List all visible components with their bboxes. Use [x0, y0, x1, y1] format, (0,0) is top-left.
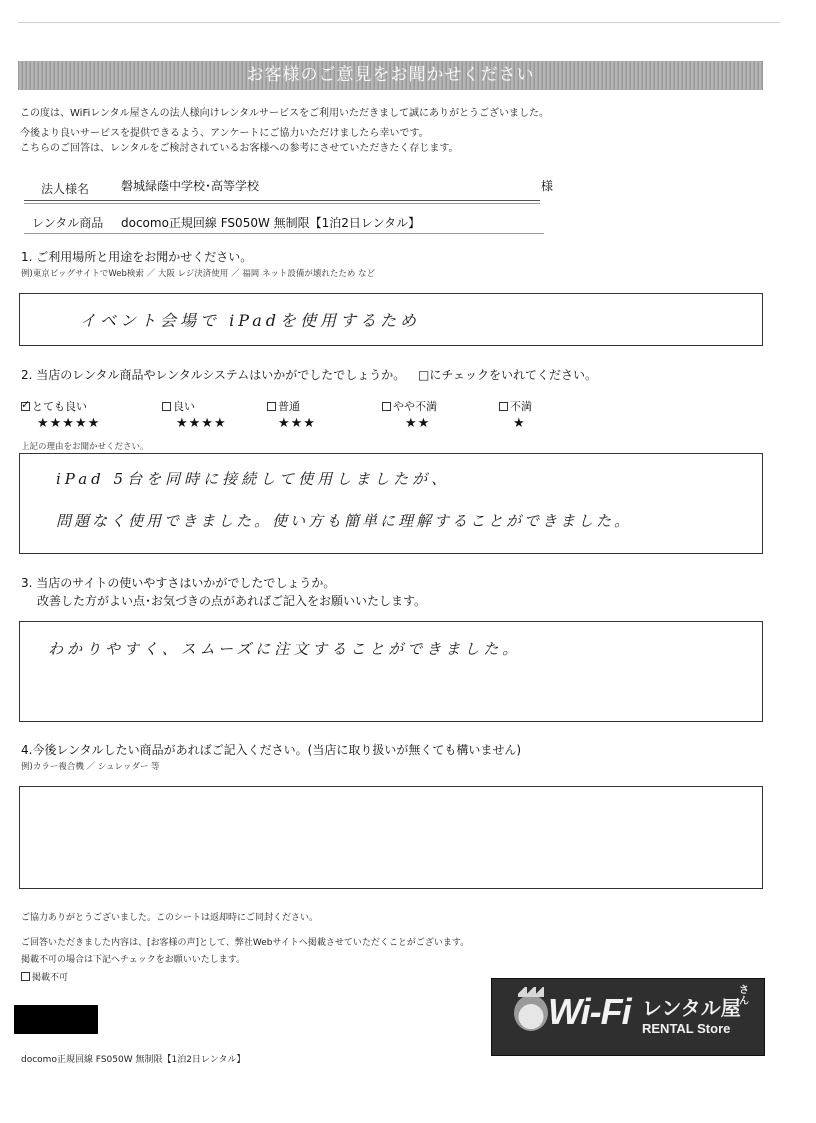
- checkbox-optout[interactable]: [21, 972, 30, 981]
- logo-san-text: さん: [739, 985, 749, 1007]
- option-somewhat-dissatisfied-label: やや不満: [393, 400, 437, 413]
- top-rule: [18, 22, 780, 23]
- logo-wifi-text: Wi-Fi: [548, 991, 631, 1032]
- q1-answer: イベント会場で iPadを使用するため: [80, 311, 421, 330]
- logo-jp-text: レンタル屋: [642, 996, 741, 1020]
- option-good[interactable]: [162, 398, 195, 414]
- q2-question: 2. 当店のレンタル商品やレンタルシステムはいかがでしたでしょうか。: [21, 368, 406, 382]
- checkbox-normal[interactable]: [267, 402, 276, 411]
- q3-question: 3. 当店のサイトの使いやすさはいかがでしたでしょうか。: [21, 576, 336, 590]
- product-label: レンタル商品: [32, 216, 104, 230]
- company-label: 法人様名: [41, 182, 90, 196]
- company-underline: [24, 200, 540, 201]
- company-underline-2: [24, 203, 540, 204]
- q2-instruction: □にチェックをいれてください。: [418, 368, 597, 382]
- q1-example: 例)東京ビッグサイトでWeb検索 ／ 大阪 レジ決済使用 ／ 福岡 ネット設備が壊れたため など: [21, 269, 376, 279]
- intro-line-1: この度は、WiFiレンタル屋さんの法人様向けレンタルサービスをご利用いただきまして誠にありがとうございました。: [20, 108, 549, 119]
- stars-dissatisfied: ★: [513, 416, 526, 431]
- footer-notice-2: 掲載不可の場合は下記へチェックをお願いいたします。: [21, 955, 246, 965]
- intro-line-3: こちらのご回答は、レンタルをご検討されているお客様への参考にさせていただきたく存じます。: [20, 143, 459, 154]
- q4-example: 例)カラー複合機 ／ シュレッダー 等: [21, 762, 160, 772]
- option-good-label: 良い: [173, 400, 195, 413]
- checkbox-good[interactable]: [162, 402, 171, 411]
- q2-answer-box[interactable]: [19, 453, 763, 554]
- store-logo: [491, 978, 765, 1056]
- footer-product: docomo正規回線 FS050W 無制限【1泊2日レンタル】: [21, 1055, 246, 1065]
- redaction-block: [14, 1005, 98, 1034]
- stars-normal: ★★★: [278, 416, 316, 431]
- footer-thanks: ご協力ありがとうございました。このシートは返却時にご同封ください。: [21, 913, 319, 923]
- option-normal[interactable]: [267, 398, 300, 414]
- footer-notice-1: ご回答いただきました内容は、[お客様の声]として、弊社Webサイトへ掲載させていただくことがございます。: [21, 938, 470, 948]
- checkbox-very-good[interactable]: [21, 402, 30, 411]
- q3-answer-box[interactable]: [19, 621, 763, 722]
- checkbox-somewhat-dissatisfied[interactable]: [382, 402, 391, 411]
- option-dissatisfied-label: 不満: [510, 400, 532, 413]
- optout-option[interactable]: [21, 970, 68, 983]
- option-very-good-label: とても良い: [32, 400, 87, 413]
- q1-question: 1. ご利用場所と用途をお聞かせください。: [21, 250, 253, 264]
- q1-answer-box[interactable]: [19, 293, 763, 346]
- company-suffix: 様: [541, 179, 554, 193]
- q2-reason-label: 上記の理由をお聞かせください。: [21, 442, 149, 452]
- product-name: docomo正規回線 FS050W 無制限【1泊2日レンタル】: [121, 216, 421, 230]
- q4-answer-box[interactable]: [19, 786, 763, 889]
- intro-line-2: 今後より良いサービスを提供できるよう、アンケートにご協力いただけましたら幸いです。: [20, 128, 429, 139]
- optout-label: 掲載不可: [32, 973, 69, 983]
- stars-very-good: ★★★★★: [37, 416, 101, 431]
- company-name: 磐城緑蔭中学校･高等学校: [121, 179, 260, 193]
- crown-mascot-icon: [514, 995, 548, 1031]
- q3-answer: わかりやすく、スムーズに注文することができました。: [48, 640, 522, 658]
- stars-somewhat-dissatisfied: ★★: [405, 416, 431, 431]
- q2-answer-line-2: 問題なく使用できました。使い方も簡単に理解することができました。: [56, 512, 633, 530]
- q3-sub: 改善した方がよい点･お気づきの点があればご記入をお願いいたします。: [37, 594, 427, 608]
- q2-answer-line-1: iPad 5台を同時に接続して使用しましたが、: [56, 470, 451, 488]
- option-normal-label: 普通: [278, 400, 300, 413]
- page-title: お客様のご意見をお聞かせください: [18, 61, 763, 90]
- checkbox-dissatisfied[interactable]: [499, 402, 508, 411]
- logo-en-text: RENTAL Store: [642, 1021, 731, 1036]
- stars-good: ★★★★: [176, 416, 227, 431]
- option-very-good[interactable]: [21, 398, 87, 414]
- product-underline: [24, 233, 544, 234]
- q4-question: 4.今後レンタルしたい商品があればご記入ください。(当店に取り扱いが無くても構いません): [21, 743, 522, 757]
- option-dissatisfied[interactable]: [499, 398, 532, 414]
- option-somewhat-dissatisfied[interactable]: [382, 398, 437, 414]
